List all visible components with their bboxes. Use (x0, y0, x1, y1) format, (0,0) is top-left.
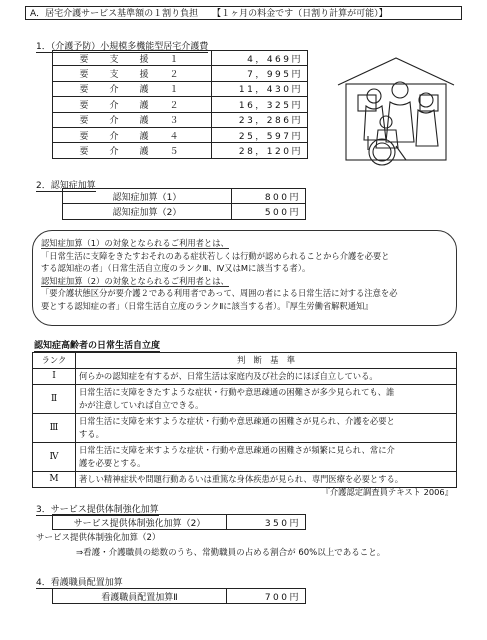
care-level-label: 要 介 護 ５ (53, 143, 212, 158)
header-note: 【１ヶ月の料金です（日割り計算が可能）】 (212, 9, 388, 19)
service-system-value: 350円 (227, 515, 306, 530)
nurse-staff-label: 看護職員配置加算Ⅱ (53, 589, 227, 604)
note-line-1: 認知症加算（1）の対象となられるご利用者とは、 (41, 238, 229, 248)
note-line-3: する認知症の者」（日常生活自立度のランクⅢ、Ⅳ又はMに該当する者）。 (41, 263, 311, 274)
table-row (33, 443, 457, 472)
criteria-line: する。 (79, 429, 104, 439)
rank-criteria (76, 443, 457, 472)
rank-label: Ⅲ (33, 414, 76, 443)
care-fee-value: 25，597円 (212, 127, 308, 142)
rank-title: 認知症高齢者の日常生活自立度 (34, 341, 161, 351)
dementia-note-box (32, 230, 457, 326)
table-row (33, 414, 457, 443)
service-system-sub: サービス提供体制強化加算（2） (36, 533, 161, 543)
criteria-line: 著しい精神症状や問題行動あるいは重篤な身体疾患が見られ、専門医療を必要とする。 (79, 474, 404, 484)
table-row (53, 51, 308, 66)
dementia-addition-table (62, 188, 306, 220)
note-line-6: 要とする認知症の者」（日常生活自立度のランクⅡに該当する者）。『厚生労働省解釈通知』 (41, 300, 373, 311)
care-level-label: 要 介 護 ４ (53, 127, 212, 142)
addition-value: 500円 (232, 204, 306, 219)
addition-label: 認知症加算（1） (63, 189, 232, 204)
nurse-staff-value: 700円 (227, 589, 306, 604)
note-line-4: 認知症加算（2）の対象となられるご利用者とは、 (41, 275, 229, 286)
criteria-line: 何らかの認知症を有するが、日常生活は家庭内及び社会的にほぼ自立している。 (79, 371, 378, 381)
rank-label: M (33, 472, 76, 488)
note-line-5: 「要介護状態区分が要介護２である利用者であって、周囲の者による日常生活に対する注意を必 (41, 288, 398, 299)
table-row (53, 143, 308, 158)
criteria-line: 日常生活に支障を来すような症状・行動や意思疎通の困難さが頻繁に見られ、常に介 (79, 445, 395, 455)
section2-title: 2．認知症加算 (36, 181, 96, 191)
care-fee-value: 23，286円 (212, 112, 308, 127)
care-fee-value: 16，325円 (212, 97, 308, 112)
rank-label: Ⅱ (33, 385, 76, 414)
care-fee-value: 7，995円 (212, 66, 308, 81)
care-fee-value: 4，469円 (212, 51, 308, 66)
care-fee-table (52, 50, 308, 159)
table-row (53, 66, 308, 81)
table-row (53, 81, 308, 96)
basis-col-header: 判 断 基 準 (76, 353, 457, 369)
rank-criteria (76, 385, 457, 414)
table-row (63, 204, 306, 219)
table-row (33, 385, 457, 414)
table-row (63, 189, 306, 204)
criteria-line: 日常生活に支障を来すような症状・行動や意思疎通の困難さが見られ、介護を必要と (79, 416, 395, 426)
rank-label: Ⅳ (33, 443, 76, 472)
rank-criteria (76, 414, 457, 443)
care-level-label: 要 支 援 ２ (53, 66, 212, 81)
section4-title: 4．看護職員配置加算 (36, 578, 123, 588)
table-row (53, 127, 308, 142)
elderly-care-illustration (328, 50, 464, 168)
rank-source: 『介護認定調査員テキスト 2006』 (321, 487, 453, 497)
note-line-2: 「日常生活に支障をきたすおそれのある症状若しくは行動が認められることから介護を必要と (41, 250, 390, 261)
care-level-label: 要 介 護 １ (53, 81, 212, 96)
section3-title: 3．サービス提供体制強化加算 (36, 505, 159, 515)
independence-rank-table (32, 352, 457, 488)
nurse-staff-table (52, 588, 306, 604)
header-title: A．居宅介護サービス基準額の１割り負担 (30, 9, 199, 19)
rank-criteria (76, 369, 457, 385)
care-level-label: 要 介 護 ３ (53, 112, 212, 127)
addition-value: 800円 (232, 189, 306, 204)
care-level-label: 要 介 護 ２ (53, 97, 212, 112)
table-row (53, 112, 308, 127)
service-system-label: サービス提供体制強化加算（2） (53, 515, 227, 530)
section1-title: 1．（介護予防）小規模多機能型居宅介護費 (36, 42, 209, 52)
care-fee-value: 28，120円 (212, 143, 308, 158)
rank-col-header: ランク (33, 353, 76, 369)
page-header (25, 6, 462, 20)
criteria-line: 護を必要とする。 (79, 458, 146, 468)
service-system-table (52, 514, 306, 530)
table-row (53, 97, 308, 112)
rank-label: Ⅰ (33, 369, 76, 385)
criteria-line: かが注意していれば自立できる。 (79, 400, 204, 410)
table-row (33, 369, 457, 385)
care-level-label: 要 支 援 １ (53, 51, 212, 66)
addition-label: 認知症加算（2） (63, 204, 232, 219)
service-system-detail: ⇒看護・介護職員の総数のうち、常勤職員の占める割合が 60%以上であること。 (76, 548, 386, 558)
care-fee-value: 11，430円 (212, 81, 308, 96)
criteria-line: 日常生活に支障をきたすような症状・行動や意思疎通の困難さが多少見られても、誰 (79, 387, 395, 397)
